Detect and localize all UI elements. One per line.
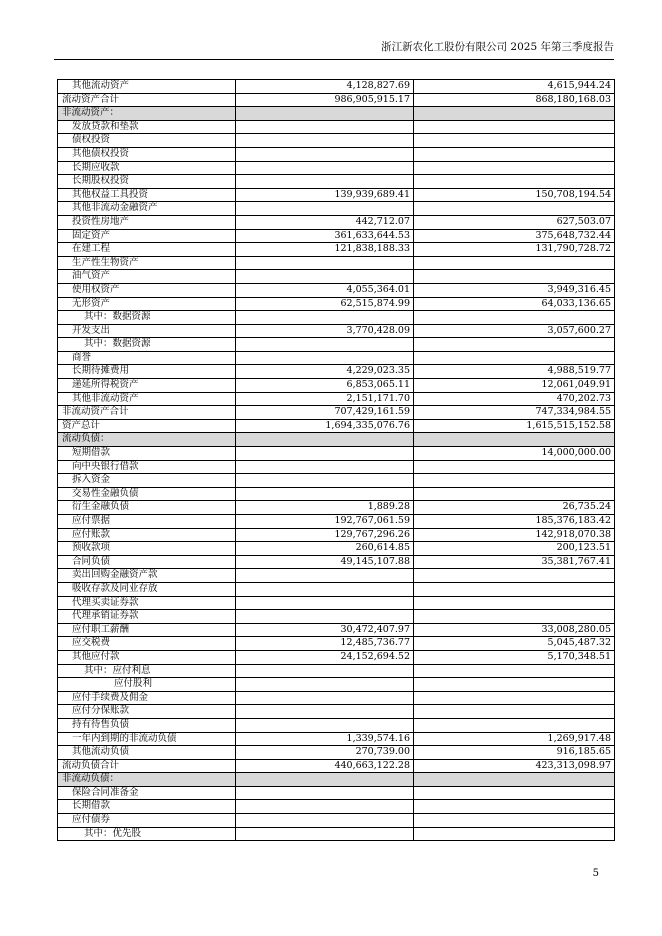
prior-period-value (414, 596, 615, 610)
current-period-value: 260,614.85 (236, 542, 414, 556)
table-row (58, 678, 615, 692)
row-label: 其他流动资产 (58, 80, 236, 94)
table-row (58, 746, 615, 760)
current-period-value (236, 338, 414, 352)
current-period-value (236, 311, 414, 325)
current-period-value (236, 786, 414, 800)
row-label: 卖出回购金融资产款 (58, 569, 236, 583)
table-row (58, 283, 615, 297)
current-period-value (236, 351, 414, 365)
current-period-value: 986,905,915.17 (236, 93, 414, 107)
row-label: 投资性房地产 (58, 215, 236, 229)
current-period-value: 2,151,171.70 (236, 392, 414, 406)
prior-period-value: 627,503.07 (414, 215, 615, 229)
table-row (58, 351, 615, 365)
table-row (58, 569, 615, 583)
current-period-value: 1,889.28 (236, 501, 414, 515)
table-row (58, 392, 615, 406)
row-label: 保险合同准备金 (58, 786, 236, 800)
current-period-value (236, 460, 414, 474)
prior-period-value (414, 474, 615, 488)
current-period-value: 4,128,827.69 (236, 80, 414, 94)
row-label: 长期股权投资 (58, 175, 236, 189)
row-label: 流动负债合计 (58, 759, 236, 773)
row-label: 商誉 (58, 351, 236, 365)
table-row (58, 650, 615, 664)
table-row (58, 229, 615, 243)
prior-period-value: 5,170,348.51 (414, 650, 615, 664)
row-label: 无形资产 (58, 297, 236, 311)
current-period-value: 30,472,407.97 (236, 623, 414, 637)
table-row (58, 161, 615, 175)
table-row (58, 555, 615, 569)
prior-period-value: 12,061,049.91 (414, 379, 615, 393)
prior-period-value (414, 610, 615, 624)
prior-period-value (414, 202, 615, 216)
current-period-value: 270,739.00 (236, 746, 414, 760)
table-row (58, 338, 615, 352)
balance-sheet-table (57, 79, 615, 841)
table-row (58, 664, 615, 678)
header-rule (54, 59, 614, 60)
row-label: 其中：应付利息 (58, 664, 236, 678)
table-row (58, 365, 615, 379)
prior-period-value (414, 460, 615, 474)
prior-period-value (414, 487, 615, 501)
current-period-value: 4,229,023.35 (236, 365, 414, 379)
current-period-value (236, 107, 414, 121)
table-row (58, 80, 615, 94)
current-period-value (236, 120, 414, 134)
current-period-value: 139,939,689.41 (236, 188, 414, 202)
row-label: 应付股利 (58, 678, 236, 692)
current-period-value (236, 175, 414, 189)
prior-period-value: 3,949,316.45 (414, 283, 615, 297)
current-period-value: 62,515,874.99 (236, 297, 414, 311)
current-period-value (236, 474, 414, 488)
table-row (58, 542, 615, 556)
table-row (58, 800, 615, 814)
table-row (58, 379, 615, 393)
prior-period-value (414, 120, 615, 134)
row-label: 吸收存款及同业存放 (58, 582, 236, 596)
prior-period-value: 4,615,944.24 (414, 80, 615, 94)
current-period-value (236, 202, 414, 216)
prior-period-value (414, 270, 615, 284)
prior-period-value: 4,988,519.77 (414, 365, 615, 379)
current-period-value: 361,633,644.53 (236, 229, 414, 243)
table-row (58, 623, 615, 637)
table-row (58, 147, 615, 161)
row-label: 其他债权投资 (58, 147, 236, 161)
row-label: 其中：数据资源 (58, 311, 236, 325)
current-period-value: 49,145,107.88 (236, 555, 414, 569)
row-label: 流动负债： (58, 433, 236, 447)
table-row (58, 732, 615, 746)
current-period-value (236, 134, 414, 148)
prior-period-value: 1,269,917.48 (414, 732, 615, 746)
current-period-value: 3,770,428.09 (236, 324, 414, 338)
row-label: 非流动负债： (58, 773, 236, 787)
row-label: 非流动资产： (58, 107, 236, 121)
current-period-value (236, 433, 414, 447)
prior-period-value: 33,008,280.05 (414, 623, 615, 637)
table-row (58, 474, 615, 488)
current-period-value (236, 691, 414, 705)
row-label: 开发支出 (58, 324, 236, 338)
prior-period-value: 5,045,487.32 (414, 637, 615, 651)
prior-period-value (414, 256, 615, 270)
row-label: 应付职工薪酬 (58, 623, 236, 637)
current-period-value (236, 718, 414, 732)
row-label: 递延所得税资产 (58, 379, 236, 393)
current-period-value: 24,152,694.52 (236, 650, 414, 664)
prior-period-value (414, 664, 615, 678)
current-period-value (236, 800, 414, 814)
prior-period-value (414, 800, 615, 814)
current-period-value: 12,485,736.77 (236, 637, 414, 651)
current-period-value: 129,767,296.26 (236, 528, 414, 542)
table-row (58, 773, 615, 787)
table-row (58, 297, 615, 311)
row-label: 应付账款 (58, 528, 236, 542)
prior-period-value: 185,376,183.42 (414, 515, 615, 529)
table-row (58, 215, 615, 229)
prior-period-value: 470,202.73 (414, 392, 615, 406)
current-period-value: 1,339,574.16 (236, 732, 414, 746)
prior-period-value: 150,708,194.54 (414, 188, 615, 202)
row-label: 拆入资金 (58, 474, 236, 488)
table-row (58, 324, 615, 338)
current-period-value (236, 773, 414, 787)
prior-period-value: 200,123.51 (414, 542, 615, 556)
current-period-value (236, 596, 414, 610)
prior-period-value: 916,185.65 (414, 746, 615, 760)
current-period-value: 6,853,065.11 (236, 379, 414, 393)
current-period-value (236, 147, 414, 161)
current-period-value (236, 827, 414, 841)
row-label: 债权投资 (58, 134, 236, 148)
row-label: 向中央银行借款 (58, 460, 236, 474)
prior-period-value (414, 338, 615, 352)
table-row (58, 406, 615, 420)
current-period-value (236, 582, 414, 596)
table-row (58, 691, 615, 705)
current-period-value (236, 664, 414, 678)
current-period-value: 192,767,061.59 (236, 515, 414, 529)
table-row (58, 718, 615, 732)
table-row (58, 460, 615, 474)
table-row (58, 256, 615, 270)
current-period-value (236, 814, 414, 828)
prior-period-value (414, 814, 615, 828)
current-period-value: 707,429,161.59 (236, 406, 414, 420)
table-row (58, 814, 615, 828)
row-label: 其他应付款 (58, 650, 236, 664)
prior-period-value (414, 718, 615, 732)
page-number: 5 (592, 868, 599, 879)
prior-period-value: 3,057,600.27 (414, 324, 615, 338)
prior-period-value: 423,313,098.97 (414, 759, 615, 773)
prior-period-value (414, 705, 615, 719)
row-label: 其他非流动资产 (58, 392, 236, 406)
current-period-value (236, 705, 414, 719)
prior-period-value (414, 134, 615, 148)
current-period-value (236, 447, 414, 461)
row-label: 流动资产合计 (58, 93, 236, 107)
row-label: 长期借款 (58, 800, 236, 814)
prior-period-value (414, 773, 615, 787)
prior-period-value (414, 691, 615, 705)
row-label: 其中：数据资源 (58, 338, 236, 352)
table-row (58, 596, 615, 610)
current-period-value: 4,055,364.01 (236, 283, 414, 297)
row-label: 应付手续费及佣金 (58, 691, 236, 705)
current-period-value: 442,712.07 (236, 215, 414, 229)
row-label: 使用权资产 (58, 283, 236, 297)
table-row (58, 175, 615, 189)
table-row (58, 107, 615, 121)
row-label: 其中：优先股 (58, 827, 236, 841)
row-label: 应付债券 (58, 814, 236, 828)
row-label: 其他流动负债 (58, 746, 236, 760)
table-row (58, 188, 615, 202)
table-row (58, 759, 615, 773)
table-row (58, 582, 615, 596)
prior-period-value (414, 827, 615, 841)
row-label: 交易性金融负债 (58, 487, 236, 501)
row-label: 代理承销证券款 (58, 610, 236, 624)
current-period-value: 440,663,122.28 (236, 759, 414, 773)
current-period-value (236, 270, 414, 284)
row-label: 在建工程 (58, 243, 236, 257)
row-label: 衍生金融负债 (58, 501, 236, 515)
table-row (58, 447, 615, 461)
table-row (58, 433, 615, 447)
row-label: 代理买卖证券款 (58, 596, 236, 610)
row-label: 合同负债 (58, 555, 236, 569)
row-label: 固定资产 (58, 229, 236, 243)
current-period-value (236, 161, 414, 175)
prior-period-value: 64,033,136.65 (414, 297, 615, 311)
prior-period-value (414, 678, 615, 692)
table-row (58, 610, 615, 624)
table-row (58, 243, 615, 257)
prior-period-value: 747,334,984.55 (414, 406, 615, 420)
row-label: 一年内到期的非流动负债 (58, 732, 236, 746)
row-label: 生产性生物资产 (58, 256, 236, 270)
report-header-title: 浙江新农化工股份有限公司 2025 年第三季度报告 (381, 41, 614, 53)
current-period-value (236, 610, 414, 624)
current-period-value (236, 487, 414, 501)
row-label: 持有待售负债 (58, 718, 236, 732)
prior-period-value: 868,180,168.03 (414, 93, 615, 107)
table-row (58, 528, 615, 542)
row-label: 其他权益工具投资 (58, 188, 236, 202)
table-row (58, 419, 615, 433)
prior-period-value (414, 311, 615, 325)
table-row (58, 637, 615, 651)
table-row (58, 120, 615, 134)
table-row (58, 134, 615, 148)
row-label: 长期应收款 (58, 161, 236, 175)
balance-sheet-body (58, 80, 615, 841)
prior-period-value (414, 107, 615, 121)
row-label: 应付票据 (58, 515, 236, 529)
table-row (58, 93, 615, 107)
prior-period-value: 142,918,070.38 (414, 528, 615, 542)
prior-period-value (414, 147, 615, 161)
prior-period-value (414, 569, 615, 583)
current-period-value (236, 569, 414, 583)
table-row (58, 827, 615, 841)
prior-period-value (414, 582, 615, 596)
prior-period-value: 14,000,000.00 (414, 447, 615, 461)
table-row (58, 202, 615, 216)
row-label: 应交税费 (58, 637, 236, 651)
prior-period-value (414, 786, 615, 800)
row-label: 资产总计 (58, 419, 236, 433)
table-row (58, 311, 615, 325)
table-row (58, 501, 615, 515)
table-row (58, 270, 615, 284)
current-period-value: 121,838,188.33 (236, 243, 414, 257)
table-row (58, 705, 615, 719)
prior-period-value (414, 351, 615, 365)
prior-period-value: 26,735.24 (414, 501, 615, 515)
row-label: 应付分保账款 (58, 705, 236, 719)
current-period-value: 1,694,335,076.76 (236, 419, 414, 433)
prior-period-value (414, 433, 615, 447)
table-row (58, 515, 615, 529)
row-label: 油气资产 (58, 270, 236, 284)
prior-period-value: 1,615,515,152.58 (414, 419, 615, 433)
row-label: 长期待摊费用 (58, 365, 236, 379)
prior-period-value: 35,381,767.41 (414, 555, 615, 569)
prior-period-value: 375,648,732.44 (414, 229, 615, 243)
row-label: 非流动资产合计 (58, 406, 236, 420)
current-period-value (236, 678, 414, 692)
row-label: 预收款项 (58, 542, 236, 556)
table-row (58, 487, 615, 501)
prior-period-value (414, 161, 615, 175)
row-label: 短期借款 (58, 447, 236, 461)
row-label: 其他非流动金融资产 (58, 202, 236, 216)
prior-period-value: 131,790,728.72 (414, 243, 615, 257)
prior-period-value (414, 175, 615, 189)
current-period-value (236, 256, 414, 270)
row-label: 发放贷款和垫款 (58, 120, 236, 134)
table-row (58, 786, 615, 800)
